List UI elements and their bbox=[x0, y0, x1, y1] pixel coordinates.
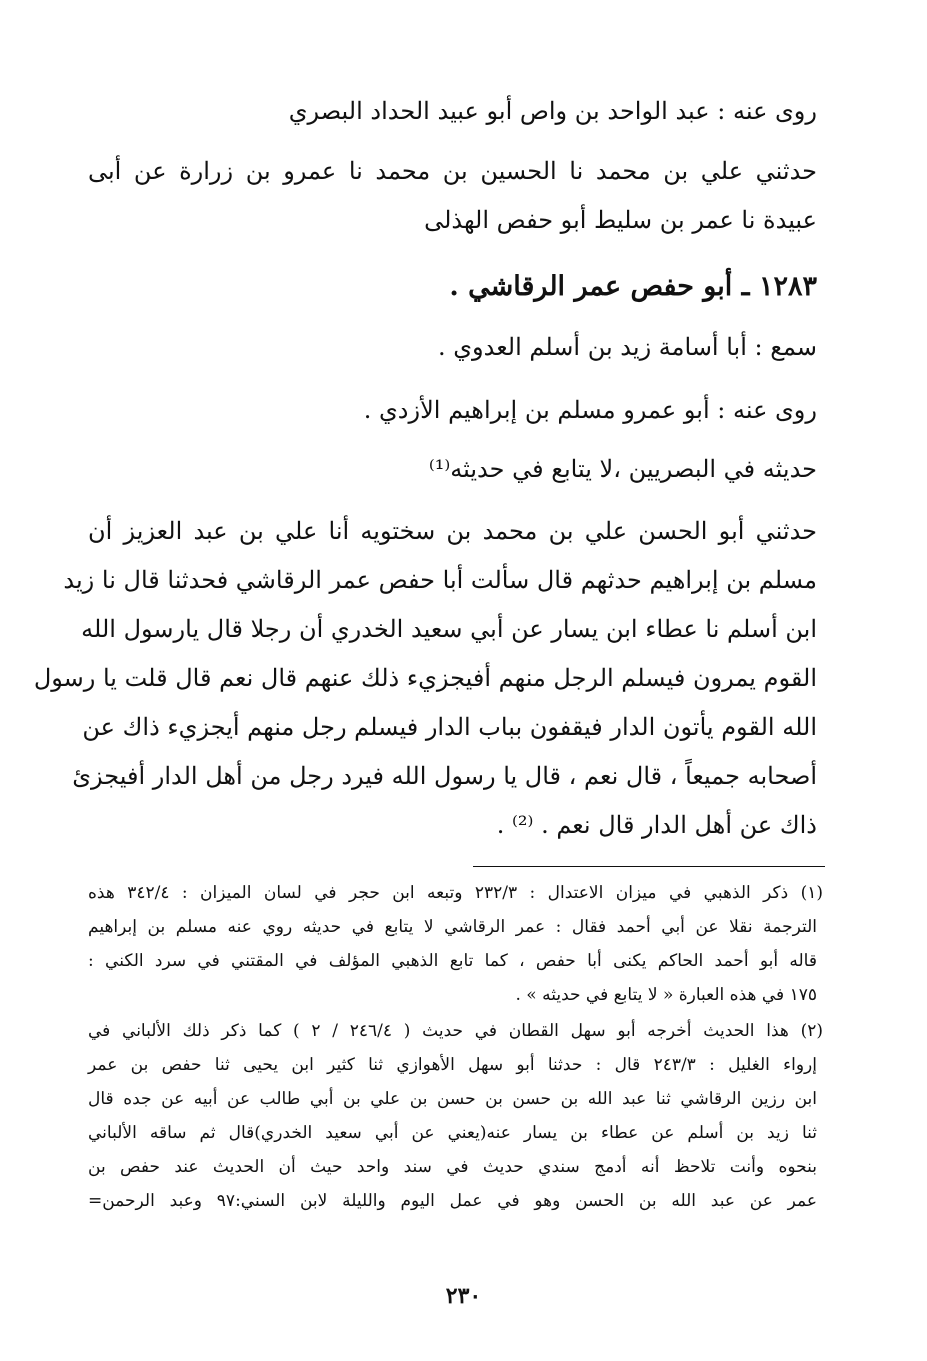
heard-from-line: سمع : أبا أسامة زيد بن أسلم العدوي . bbox=[437, 333, 817, 361]
hadith-line-3: ابن أسلم نا عطاء ابن يسار عن أبي سعيد الخدري أن رجلا قال يارسول الله bbox=[81, 615, 817, 643]
hadith-line-5: الله القوم يأتون الدار فيقفون بباب الدار فيسلم رجل منهم أيجزيء ذاك عن bbox=[82, 713, 817, 741]
footnote-2-line-6: عمر عن عبد الله بن الحسن وهو في عمل اليوم والليلة لابن السني:٩٧ وعبد الرحمن= bbox=[88, 1191, 817, 1211]
footnote-2-line-1: (٢) هذا الحديث أخرجه أبو سهل القطان في حديث ( ٢٤٦/٤ / ٢ ) كما ذكر ذلك الألباني في bbox=[88, 1021, 823, 1041]
hadith-line-4: القوم يمرون فيسلم الرجل منهم أفيجزيء ذلك عنهم قال نعم قال قلت يا رسول bbox=[33, 664, 817, 692]
hadith-line-1: حدثني أبو الحسن علي بن محمد بن سختويه أنا علي بن عبد العزيز أن bbox=[88, 517, 817, 545]
page-number: ٢٣٠ bbox=[445, 1283, 482, 1309]
hadith-line-7: ذاك عن أهل الدار قال نعم . ⁽²⁾ . bbox=[496, 811, 817, 839]
narrator-line: روى عنه : عبد الواحد بن واص أبو عبيد الحداد البصري bbox=[288, 97, 817, 125]
hadith-line-2: مسلم بن إبراهيم حدثهم قال سألت أبا حفص عمر الرقاشي فحدثنا قال نا زيد bbox=[63, 566, 817, 594]
footnote-separator bbox=[473, 866, 825, 867]
narrated-by-line: روى عنه : أبو عمرو مسلم بن إبراهيم الأزدي . bbox=[363, 396, 817, 424]
chain-line-2: عبيدة نا عمر بن سليط أبو حفص الهذلى bbox=[424, 206, 817, 234]
footnote-2-line-5: بنحوه وأنت تلاحظ أنه أدمج سندي حديث في سند واحد حيث أن الحديث عند حفص بن bbox=[88, 1157, 817, 1177]
footnote-2-line-4: ثنا زيد بن أسلم عن عطاء بن يسار عنه(يعني عن أبي سعيد الخدري)قال ثم ساقه الألباني bbox=[88, 1123, 817, 1143]
footnote-2-line-3: ابن رزين الرقاشي ثنا عبد الله بن حسن بن حسن بن علي بن أبي طالب عن أبيه عن جده قال bbox=[88, 1089, 817, 1109]
footnote-1-line-3: قاله أبو أحمد الحاكم يكنى أبا حفص ، كما تابع الذهبي المؤلف في المقتني في سرد الكني : bbox=[88, 951, 817, 971]
footnote-1-line-2: الترجمة نقلا عن أبي أحمد فقال : عمر الرقاشي لا يتابع في حديثه روي عنه مسلم بن إبراهيم bbox=[88, 917, 817, 937]
hadith-line-6: أصحابه جميعاً ، قال نعم ، قال يا رسول الله فيرد رجل من أهل الدار أفيجزئ bbox=[72, 762, 817, 790]
footnote-1-line-1: (١) ذكر الذهبي في ميزان الاعتدال : ٢٣٢/٣ وتبعه ابن حجر في لسان الميزان : ٣٤٢/٤ هذه bbox=[88, 883, 823, 903]
entry-heading: ١٢٨٣ ـ أبو حفص عمر الرقاشي . bbox=[449, 271, 817, 302]
chain-line-1: حدثني علي بن محمد نا الحسين بن محمد نا عمرو بن زرارة عن أبى bbox=[88, 157, 817, 185]
note-line: حديثه في البصريين ،لا يتابع في حديثه⁽¹⁾ bbox=[428, 455, 817, 483]
footnote-1-line-4: ١٧٥ في هذه العبارة « لا يتابع في حديثه » . bbox=[515, 985, 817, 1005]
footnote-2-line-2: إرواء الغليل : ٢٤٣/٣ قال : حدثنا أبو سهل الأهوازي ثنا كثير ابن يحيى ثنا حفص بن عمر bbox=[88, 1055, 817, 1075]
